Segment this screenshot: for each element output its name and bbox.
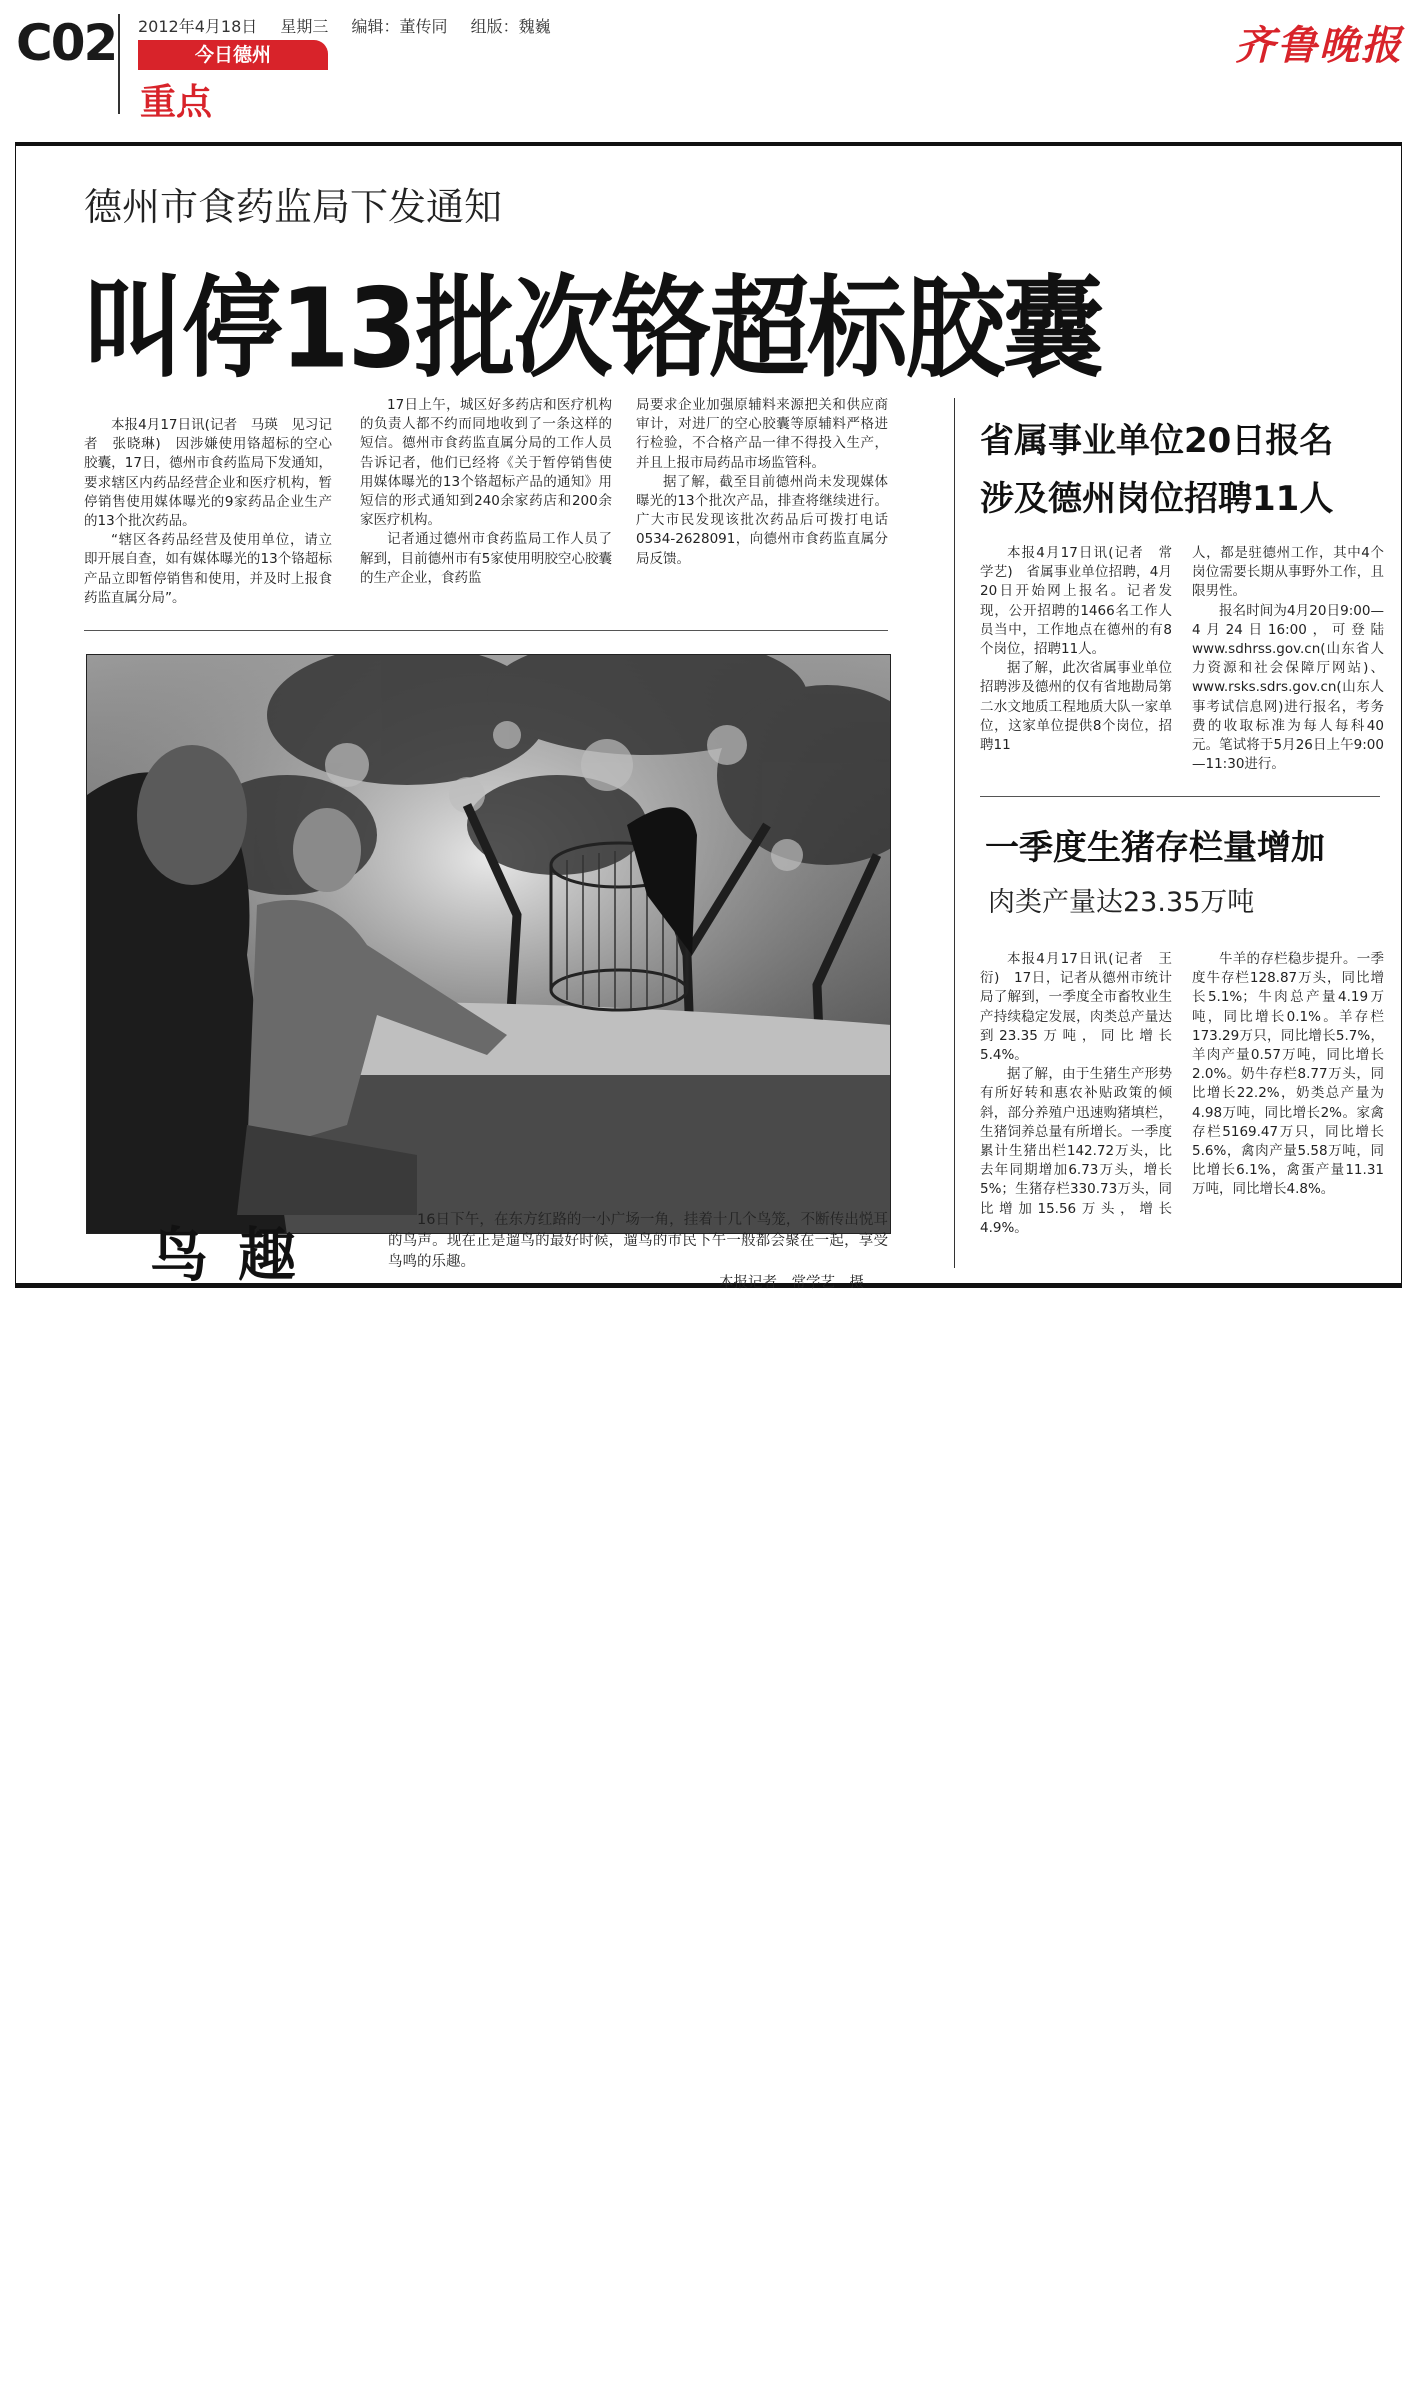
livestock-column-2: [1192, 950, 1384, 1200]
caption-text: 16日下午，在东方红路的一小广场一角，挂着十几个鸟笼，不断传出悦耳的鸟声。现在正是遛鸟的最好时候，遛鸟的市民下午一般都会聚在一起，享受鸟鸣的乐趣。: [388, 1212, 888, 1270]
date: 2012年4月18日: [138, 17, 258, 36]
paragraph: “辖区各药品经营及使用单位，请立即开展自查，如有媒体曝光的13个铬超标产品立即暂停销售和使用，并及时上报食药监直属分局”。: [84, 532, 332, 606]
recruitment-headline: [980, 412, 1380, 528]
main-column-3: [636, 396, 888, 569]
section-tag: 今日德州: [138, 40, 328, 70]
photo-title: 鸟趣: [150, 1221, 327, 1289]
news-photo: [86, 654, 891, 1234]
section-name: 重点: [140, 81, 213, 123]
column-divider: [954, 398, 955, 1268]
paragraph: 记者通过德州市食药监局工作人员了解到，目前德州市有5家使用明胶空心胶囊的生产企业，食药监: [360, 531, 612, 586]
headline-line: 省属事业单位20日报名: [980, 421, 1334, 461]
recruitment-column-1: [980, 544, 1172, 755]
main-column-2: [360, 396, 612, 588]
divider: [980, 796, 1380, 797]
livestock-column-1: [980, 950, 1172, 1238]
photo-credit: 本报记者 常学艺 摄: [719, 1275, 864, 1291]
layout-editor: 组版：魏巍: [470, 17, 551, 36]
paragraph: 17日上午，城区好多药店和医疗机构的负责人都不约而同地收到了一条这样的短信。德州市食药监直属分局的工作人员告诉记者，他们已经将《关于暂停销售使用媒体曝光的13个铬超标产品的通知》用短信的形式通知到240余家药店和200余家医疗机构。: [360, 397, 612, 529]
paragraph: 局要求企业加强原辅料来源把关和供应商审计，对进厂的空心胶囊等原辅料严格进行检验，不合格产品一律不得投入生产，并且上报市局药品市场监管科。: [636, 397, 888, 471]
main-column-1: [84, 416, 332, 608]
main-headline: 叫停13批次铬超标胶囊: [84, 264, 1102, 393]
paragraph: 本报4月17日讯(记者 马瑛 见习记者 张晓琳) 因涉嫌使用铬超标的空心胶囊，17日，德州市食药监局下发通知，要求辖区内药品经营企业和医疗机构，暂停销售使用媒体曝光的9家药品企业生产的13个批次药品。: [84, 417, 332, 530]
photo-caption: [388, 1210, 888, 1294]
main-kicker: 德州市食药监局下发通知: [84, 185, 503, 229]
paragraph: 牛羊的存栏稳步提升。一季度牛存栏128.87万头，同比增长5.1%；牛肉总产量4.19万吨，同比增长0.1%。羊存栏173.29万只，同比增长5.7%，羊肉产量0.57万吨，同比增长2.0%。奶牛存栏8.77万头，同比增长22.2%，奶类总产量为4.98万吨，同比增长2%。家禽存栏5169.47万只，同比增长5.6%，禽肉产量5.58万吨，同比增长6.1%，禽蛋产量11.31万吨，同比增长4.8%。: [1192, 951, 1384, 1198]
recruitment-column-2: [1192, 544, 1384, 774]
header-divider: [118, 14, 120, 114]
paragraph: 人，都是驻德州工作，其中4个岗位需要长期从事野外工作，且限男性。: [1192, 545, 1384, 600]
editor: 编辑：董传同: [351, 17, 448, 36]
livestock-subhead: 肉类产量达23.35万吨: [988, 887, 1255, 918]
paragraph: 据了解，此次省属事业单位招聘涉及德州的仅有省地勘局第二水文地质工程地质大队一家单位，这家单位提供8个岗位，招聘11: [980, 660, 1172, 754]
headline-line: 涉及德州岗位招聘11人: [980, 479, 1334, 519]
photo-illustration: [87, 655, 891, 1234]
paragraph: 据了解，由于生猪生产形势有所好转和惠农补贴政策的倾斜，部分养殖户迅速购猪填栏，生猪饲养总量有所增长。一季度累计生猪出栏142.72万头，比去年同期增加6.73万头，增长5%；生猪存栏330.73万头，同比增加15.56万头，增长4.9%。: [980, 1066, 1172, 1236]
paragraph: 本报4月17日讯(记者 王衍) 17日，记者从德州市统计局了解到，一季度全市畜牧业生产持续稳定发展，肉类总产量达到23.35万吨，同比增长5.4%。: [980, 951, 1172, 1064]
livestock-headline: 一季度生猪存栏量增加: [985, 828, 1325, 868]
page-meta: [138, 14, 569, 37]
paragraph: 报名时间为4月20日9:00—4月24日16:00，可登陆www.sdhrss.gov.cn(山东省人力资源和社会保障厅网站)、www.rsks.sdrs.gov.cn(山东人事考试信息网)进行报名，考务费的收取标准为每人每科40元。笔试将于5月26日上午9:00—11:30进行。: [1192, 602, 1384, 773]
divider: [84, 630, 888, 631]
page-number: C02: [16, 14, 117, 72]
weekday: 星期三: [280, 17, 329, 36]
paragraph: 据了解，截至目前德州尚未发现媒体曝光的13个批次产品，排查将继续进行。广大市民发现该批次药品后可拨打电话0534-2628091，向德州市食药监直属分局反馈。: [636, 473, 888, 567]
paragraph: 本报4月17日讯(记者 常学艺) 省属事业单位招聘，4月20日开始网上报名。记者发现，公开招聘的1466名工作人员当中，工作地点在德州的有8个岗位，招聘11人。: [980, 545, 1172, 658]
masthead-logo: 齐鲁晚报: [1235, 22, 1403, 69]
